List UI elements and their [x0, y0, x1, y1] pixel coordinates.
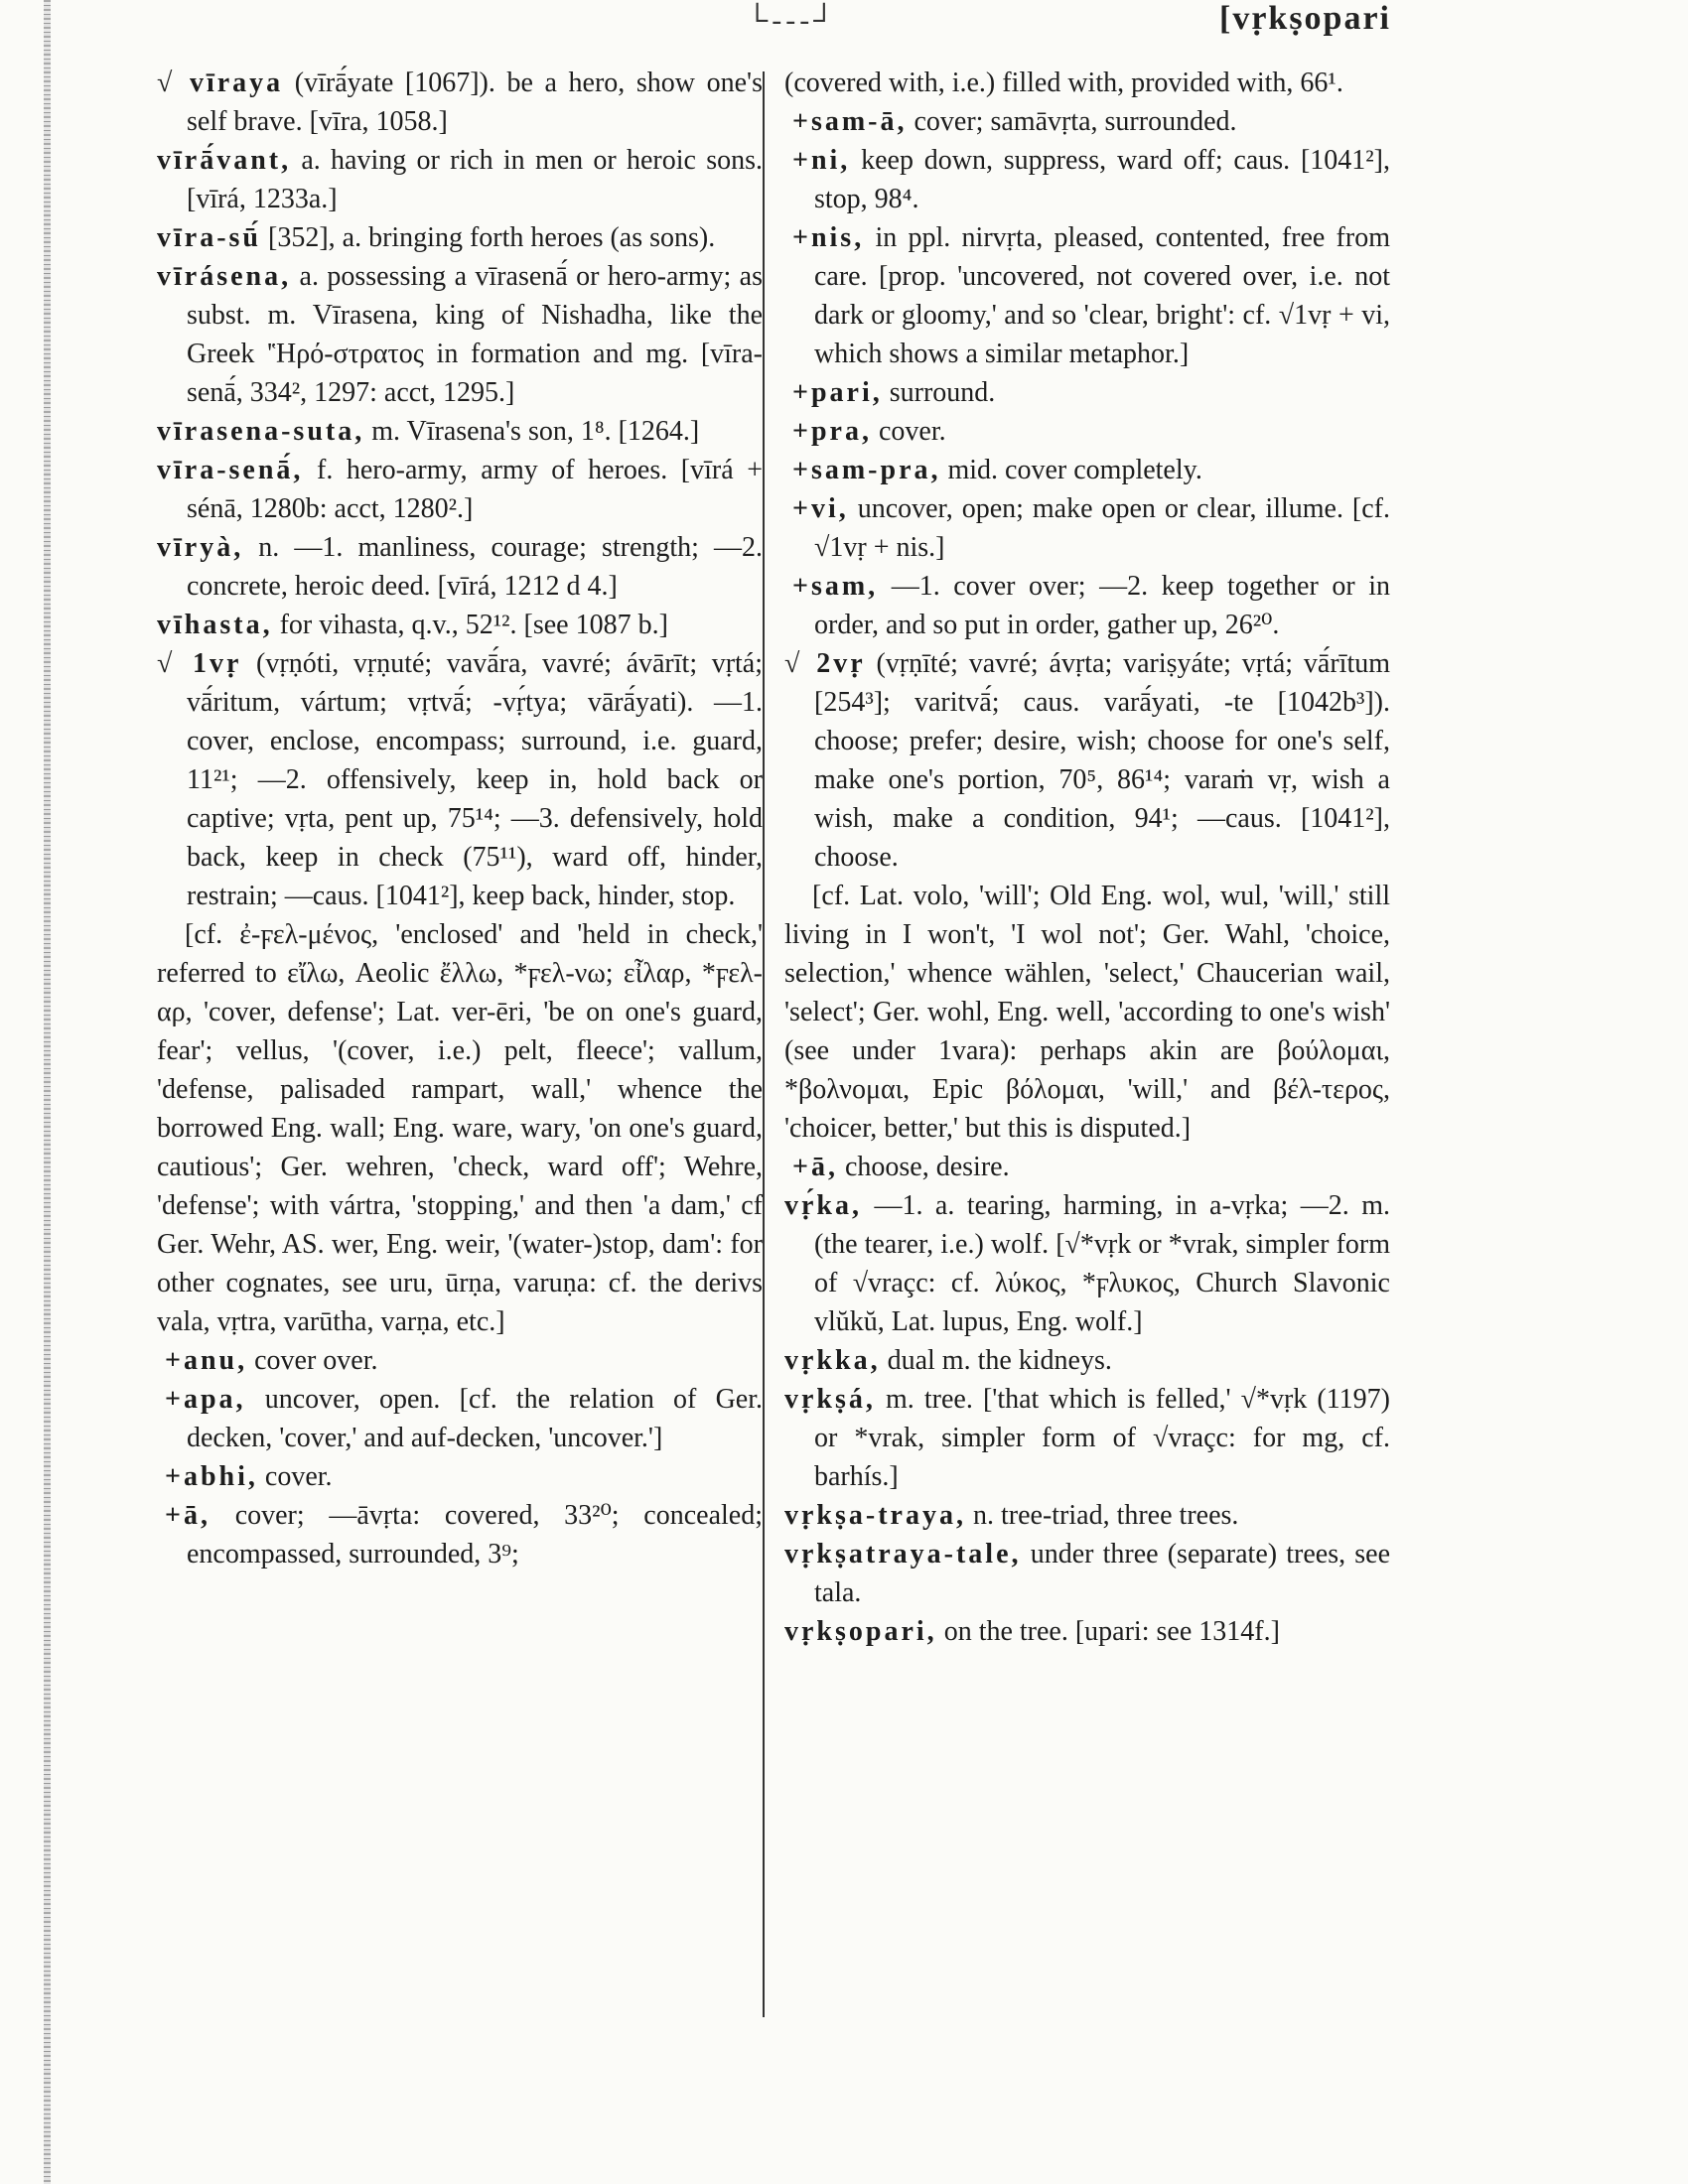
- dictionary-entry: [157, 528, 763, 606]
- headword: +apa,: [165, 1384, 246, 1415]
- headword: vṛkṣá,: [784, 1384, 876, 1415]
- page-number-mark: └---┘: [747, 4, 839, 37]
- entry-body: cover over.: [254, 1345, 378, 1376]
- left-column: [157, 64, 763, 1573]
- headword: vīrā́vant,: [157, 145, 292, 176]
- headword: vṛkṣa-traya,: [784, 1500, 966, 1531]
- entry-body: dual m. the kidneys.: [887, 1345, 1112, 1376]
- headword: √ 2vṛ: [784, 648, 866, 679]
- headword: +sam-pra,: [792, 455, 941, 485]
- sub-entry: [784, 567, 1390, 644]
- entry-body: a. possessing a vīrasenā́ or hero-army; as subst. m. Vīrasena, king of Nishadha, like the Greek 'Ἡρό-στρατος in formation and mg. [vīra-senā́, 334², 1297: acct, 1295.]: [187, 261, 764, 408]
- headword: vīra-senā́,: [157, 455, 304, 485]
- entry-body: (vīrā́yate [1067]). be a hero, show one's self brave. [vīra, 1058.]: [187, 68, 763, 137]
- entry-body: in ppl. nirvṛta, pleased, contented, free from care. [prop. 'uncovered, not covered over, i.e. not dark or gloomy,' and so 'clear, bright': cf. √1vṛ + vi, which shows a similar metaphor.]: [814, 222, 1390, 369]
- entry-body: keep down, suppress, ward off; caus. [1041²], stop, 98⁴.: [814, 145, 1390, 214]
- headword: vīryà,: [157, 532, 244, 563]
- sub-entry: [157, 1341, 763, 1380]
- entry-body: under three (separate) trees, see tala.: [814, 1539, 1391, 1608]
- dictionary-entry: [157, 606, 763, 644]
- dictionary-entry: [784, 1612, 1390, 1651]
- headword: +ā,: [165, 1500, 211, 1531]
- continued-entry: [784, 64, 1390, 102]
- dictionary-entry: [784, 1496, 1390, 1535]
- dictionary-entry: [157, 141, 763, 218]
- sub-entry: [157, 1496, 763, 1573]
- headword: +pari,: [792, 377, 883, 408]
- dictionary-entry: [157, 218, 763, 257]
- dictionary-entry: [157, 412, 763, 451]
- dictionary-entry: [784, 1380, 1390, 1496]
- entry-body: [cf. Lat. volo, 'will'; Old Eng. wol, wul, 'will,' still living in I won't, 'I wol not'; Ger. Wahl, 'choice, selection,' whence wählen, 'select,' Chaucerian wail, 'select'; Ger. wohl, Eng. well, 'according to one's wish' (see under 1vara): perhaps akin are βούλομαι, *βολνομαι, Epic βόλομαι, 'will,' and βέλ-τερος, 'choicer, better,' but this is disputed.]: [784, 881, 1390, 1144]
- dictionary-entry: [784, 644, 1390, 877]
- entry-body: n. tree-triad, three trees.: [972, 1500, 1239, 1531]
- entry-body: f. hero-army, army of heroes. [vīrá + sénā, 1280b: acct, 1280².]: [187, 455, 763, 524]
- entry-body: choose, desire.: [844, 1152, 1010, 1182]
- headword: +nis,: [792, 222, 865, 253]
- etymology-note: [157, 915, 763, 1341]
- headword: vīra-sū́: [157, 222, 261, 253]
- entry-body: surround.: [889, 377, 996, 408]
- entry-body: (vṛṇīté; vavré; ávṛta; variṣyáte; vṛtá; vā́rītum [254³]; varitvā́; caus. varā́yati, -te [1042b³]). choose; prefer; desire, wish; choose for one's self, make one's portion, 70⁵, 86¹⁴; varaṁ vṛ, wish a wish, make a condition, 94¹; —caus. [1041²], choose.: [814, 648, 1391, 873]
- entry-body: cover; —āvṛta: covered, 33²⁰; concealed; encompassed, surrounded, 3⁹;: [187, 1500, 764, 1570]
- sub-entry: [784, 141, 1390, 218]
- entry-body: a. having or rich in men or heroic sons. [vīrá, 1233a.]: [187, 145, 763, 214]
- headword: vṛkka,: [784, 1345, 881, 1376]
- sub-entry: [784, 218, 1390, 373]
- entry-body: for vihasta, q.v., 52¹². [see 1087 b.]: [279, 610, 668, 640]
- headword: √ 1vṛ: [157, 648, 242, 679]
- sub-entry: [784, 373, 1390, 412]
- sub-entry: [157, 1380, 763, 1457]
- entry-body: —1. a. tearing, harming, in a-vṛka; —2. m. (the tearer, i.e.) wolf. [√*vṛk or *vrak, simpler form of √vraçc: cf. λύκος, *ϝλυκος, Church Slavonic vlŭkŭ, Lat. lupus, Eng. wolf.]: [814, 1190, 1390, 1337]
- entry-body: [352], a. bringing forth heroes (as sons).: [268, 222, 716, 253]
- headword: +anu,: [165, 1345, 248, 1376]
- entry-body: m. tree. ['that which is felled,' √*vṛk (1197) or *vrak, simpler form of √vraçc: for mg, cf. barhís.]: [814, 1384, 1391, 1492]
- entry-body: (covered with, i.e.) filled with, provided with, 66¹.: [784, 68, 1343, 98]
- scan-edge: [44, 0, 51, 2184]
- right-column: [784, 64, 1390, 1651]
- headword: vṛ́ka,: [784, 1190, 862, 1221]
- dictionary-entry: [784, 1341, 1390, 1380]
- headword: vṛkṣatraya-tale,: [784, 1539, 1022, 1570]
- dictionary-entry: [157, 64, 763, 141]
- sub-entry: [784, 1148, 1390, 1186]
- dictionary-entry: [157, 644, 763, 915]
- headword: +ā,: [792, 1152, 838, 1182]
- running-headword: [vṛkṣopari: [1219, 0, 1391, 37]
- entry-body: m. Vīrasena's son, 1⁸. [1264.]: [371, 416, 700, 447]
- headword: vīrásena,: [157, 261, 292, 292]
- headword: +ni,: [792, 145, 851, 176]
- entry-body: cover.: [264, 1461, 333, 1492]
- headword: +abhi,: [165, 1461, 258, 1492]
- sub-entry: [784, 451, 1390, 489]
- entry-body: cover.: [878, 416, 946, 447]
- headword: √ vīraya: [157, 68, 284, 98]
- entry-body: —1. cover over; —2. keep together or in order, and so put in order, gather up, 26²⁰.: [814, 571, 1390, 640]
- headword: vīrasena-suta,: [157, 416, 365, 447]
- dictionary-entry: [784, 1535, 1390, 1612]
- sub-entry: [157, 1457, 763, 1496]
- dictionary-entry: [157, 257, 763, 412]
- entry-body: on the tree. [upari: see 1314f.]: [943, 1616, 1280, 1647]
- sub-entry: [784, 412, 1390, 451]
- headword: vṛkṣopari,: [784, 1616, 937, 1647]
- sub-entry: [784, 102, 1390, 141]
- headword: vīhasta,: [157, 610, 273, 640]
- dictionary-entry: [784, 1186, 1390, 1341]
- entry-body: uncover, open; make open or clear, illume. [cf. √1vṛ + nis.]: [814, 493, 1390, 563]
- entry-body: mid. cover completely.: [947, 455, 1202, 485]
- entry-body: n. —1. manliness, courage; strength; —2. concrete, heroic deed. [vīrá, 1212 d 4.]: [187, 532, 764, 602]
- entry-body: uncover, open. [cf. the relation of Ger. decken, 'cover,' and auf-decken, 'uncover.']: [187, 1384, 763, 1453]
- headword: +sam-ā,: [792, 106, 908, 137]
- entry-body: (vṛṇóti, vṛṇuté; vavā́ra, vavré; ávārīt; vṛtá; vā́ritum, vártum; vṛtvā́; -vṛ́tya; vārā́yati). —1. cover, enclose, encompass; surround, i.e. guard, 11²¹; —2. offensively, keep in, hold back or captive; vṛta, pent up, 75¹⁴; —3. defensively, hold back, keep in check (75¹¹), ward off, hinder, restrain; —caus. [1041²], keep back, hinder, stop.: [187, 648, 764, 911]
- headword: +sam,: [792, 571, 879, 602]
- entry-body: [cf. ἐ-ϝελ-μένος, 'enclosed' and 'held in check,' referred to εἴλω, Aeolic ἔλλω, *ϝελ-νω; εἶλαρ, *ϝελ-αρ, 'cover, defense'; Lat. ver-ēri, 'be on one's guard, fear'; vellus, '(cover, i.e.) pelt, fleece'; vallum, 'defense, palisaded rampart, wall,' whence the borrowed Eng. wall; Eng. ware, wary, 'on one's guard, cautious'; Ger. wehren, 'check, ward off'; Wehre, 'defense'; with vártra, 'stopping,' and then 'a dam,' cf Ger. Wehr, AS. wer, Eng. weir, '(water-)stop, dam': for other cognates, see uru, ūrṇa, varuṇa: cf. the derivs vala, vṛtra, varūtha, varṇa, etc.]: [157, 919, 763, 1337]
- dictionary-entry: [157, 451, 763, 528]
- sub-entry: [784, 489, 1390, 567]
- column-divider: [763, 71, 765, 2017]
- headword: +vi,: [792, 493, 849, 524]
- headword: +pra,: [792, 416, 872, 447]
- etymology-note: [784, 877, 1390, 1148]
- entry-body: cover; samāvṛta, surrounded.: [914, 106, 1237, 137]
